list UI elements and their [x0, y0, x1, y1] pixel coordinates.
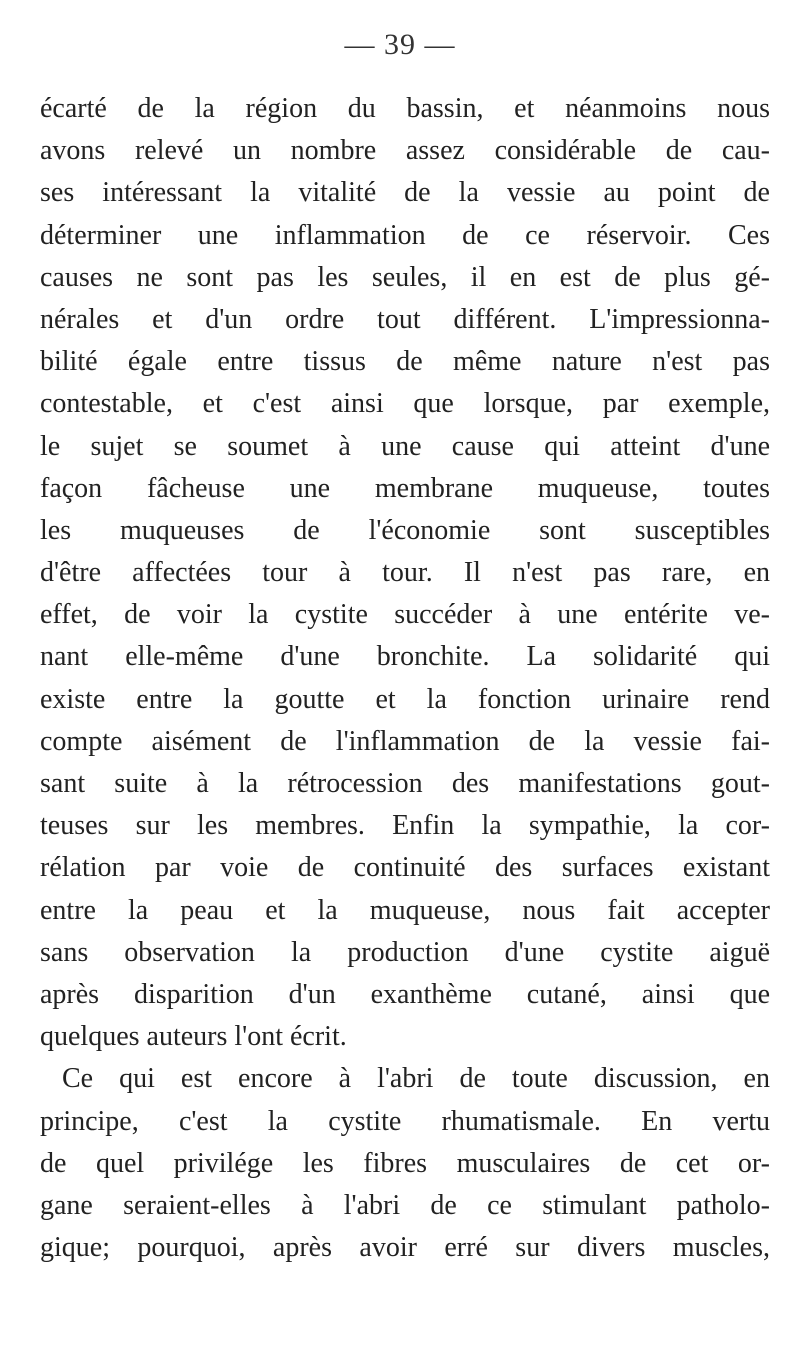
text-line: gique; pourquoi, après avoir erré sur divers muscles, — [40, 1232, 770, 1264]
text-line: principe, c'est la cystite rhumatismale. En vertu — [40, 1105, 770, 1137]
text-line: quelques auteurs l'ont écrit. — [40, 1021, 347, 1053]
text-line: nant elle-même d'une bronchite. La solidarité qui — [40, 641, 770, 673]
text-line: déterminer une inflammation de ce réservoir. Ces — [40, 219, 770, 251]
paragraph-1 — [40, 88, 770, 1058]
text-line: contestable, et c'est ainsi que lorsque, par exemple, — [40, 388, 770, 420]
text-line: le sujet se soumet à une cause qui atteint d'une — [40, 430, 770, 462]
text-line: teuses sur les membres. Enfin la sympathie, la cor- — [40, 810, 770, 842]
text-line: nérales et d'un ordre tout différent. L'impressionna- — [40, 303, 770, 335]
text-line: d'être affectées tour à tour. Il n'est pas rare, en — [40, 557, 770, 589]
text-line: effet, de voir la cystite succéder à une entérite ve- — [40, 599, 770, 631]
text-line: rélation par voie de continuité des surfaces existant — [40, 852, 770, 884]
text-line: écarté de la région du bassin, et néanmoins nous — [40, 93, 770, 124]
text-line: compte aisément de l'inflammation de la vessie fai- — [40, 725, 770, 757]
body-text — [40, 88, 770, 1269]
text-line: entre la peau et la muqueuse, nous fait accepter — [40, 894, 770, 926]
text-line: existe entre la goutte et la fonction urinaire rend — [40, 683, 770, 715]
text-line: après disparition d'un exanthème cutané, ainsi que — [40, 978, 770, 1010]
text-line: causes ne sont pas les seules, il en est de plus gé- — [40, 261, 770, 293]
text-line: de quel privilége les fibres musculaires de cet or- — [40, 1147, 770, 1179]
text-line: gane seraient-elles à l'abri de ce stimulant patholo- — [40, 1189, 770, 1221]
text-line: avons relevé un nombre assez considérable de cau- — [40, 135, 770, 167]
paragraph-2 — [40, 1058, 770, 1269]
text-line: façon fâcheuse une membrane muqueuse, toutes — [40, 472, 770, 504]
text-line: sans observation la production d'une cystite aiguë — [40, 936, 770, 968]
text-line: ses intéressant la vitalité de la vessie au point de — [40, 177, 770, 209]
text-line: les muqueuses de l'économie sont susceptibles — [40, 514, 770, 546]
text-line: Ce qui est encore à l'abri de toute discussion, en — [62, 1063, 770, 1095]
text-line: bilité égale entre tissus de même nature n'est pas — [40, 346, 770, 378]
page-number: — 39 — — [344, 28, 456, 61]
text-line: sant suite à la rétrocession des manifestations gout- — [40, 768, 770, 799]
